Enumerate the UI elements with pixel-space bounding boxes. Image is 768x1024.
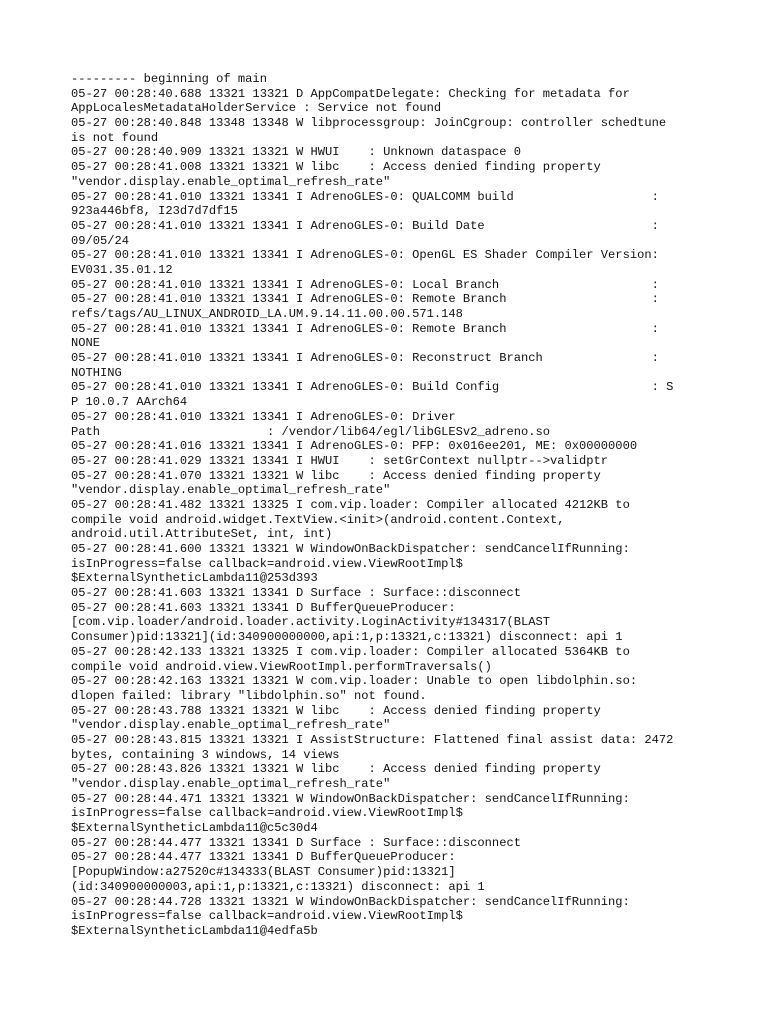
log-line: 05-27 00:28:44.477 13321 13341 D Surface : Surface::disconnect	[71, 835, 521, 850]
log-line: P 10.0.7 AArch64	[71, 395, 188, 410]
log-line: 05-27 00:28:40.688 13321 13321 D AppCompatDelegate: Checking for metadata for	[71, 86, 630, 101]
log-line: $ExternalSyntheticLambda11@253d393	[71, 571, 318, 586]
log-line: 05-27 00:28:41.010 13321 13341 I AdrenoGLES-0: Driver	[71, 409, 456, 424]
log-line: 05-27 00:28:41.010 13321 13341 I AdrenoGLES-0: Build Config : S	[71, 380, 674, 395]
log-line: 05-27 00:28:44.477 13321 13341 D BufferQueueProducer:	[71, 850, 456, 865]
log-line: EV031.35.01.12	[71, 262, 173, 277]
log-line: "vendor.display.enable_optimal_refresh_rate"	[71, 718, 391, 733]
log-line: 05-27 00:28:41.010 13321 13341 I AdrenoGLES-0: Local Branch :	[71, 277, 659, 292]
log-line: 05-27 00:28:41.010 13321 13341 I AdrenoGLES-0: Reconstruct Branch :	[71, 351, 659, 366]
log-line: (id:340900000003,api:1,p:13321,c:13321) disconnect: api 1	[71, 879, 485, 894]
log-line: 05-27 00:28:43.788 13321 13321 W libc : Access denied finding property	[71, 703, 601, 718]
log-line: refs/tags/AU_LINUX_ANDROID_LA.UM.9.14.11.00.00.571.148	[71, 307, 463, 321]
log-line: 05-27 00:28:40.848 13348 13348 W libprocessgroup: JoinCgroup: controller schedtune	[71, 116, 667, 131]
log-line: 05-27 00:28:41.603 13321 13341 D BufferQueueProducer:	[71, 600, 456, 615]
log-line: [com.vip.loader/android.loader.activity.LoginActivity#134317(BLAST	[71, 615, 550, 630]
log-line: 05-27 00:28:42.133 13321 13325 I com.vip.loader: Compiler allocated 5364KB to	[71, 644, 630, 659]
log-line: NONE	[71, 336, 101, 351]
log-line: 05-27 00:28:41.010 13321 13341 I AdrenoGLES-0: Build Date :	[71, 218, 659, 233]
log-line: 923a446bf8, I23d7d7df15	[71, 204, 238, 219]
log-line: 05-27 00:28:41.600 13321 13321 W WindowOnBackDispatcher: sendCancelIfRunning:	[71, 542, 630, 556]
log-line: NOTHING	[71, 365, 122, 380]
log-line: 05-27 00:28:43.826 13321 13321 W libc : Access denied finding property	[71, 762, 601, 777]
log-line: compile void android.view.ViewRootImpl.performTraversals()	[71, 659, 492, 674]
log-line: 05-27 00:28:44.471 13321 13321 W WindowOnBackDispatcher: sendCancelIfRunning:	[71, 791, 630, 806]
log-line: isInProgress=false callback=android.view.ViewRootImpl$	[71, 556, 463, 571]
log-line: 05-27 00:28:41.010 13321 13341 I AdrenoGLES-0: Remote Branch :	[71, 292, 659, 307]
log-output	[71, 72, 711, 939]
log-line: android.util.AttributeSet, int, int)	[71, 527, 333, 542]
log-line: isInProgress=false callback=android.view.ViewRootImpl$	[71, 806, 463, 821]
log-line: 05-27 00:28:41.010 13321 13341 I AdrenoGLES-0: OpenGL ES Shader Compiler Version:	[71, 248, 659, 263]
log-line: "vendor.display.enable_optimal_refresh_rate"	[71, 483, 391, 498]
log-line: 05-27 00:28:41.070 13321 13321 W libc : Access denied finding property	[71, 468, 601, 483]
log-line: 09/05/24	[71, 233, 130, 248]
log-line: "vendor.display.enable_optimal_refresh_rate"	[71, 174, 391, 189]
log-line: AppLocalesMetadataHolderService : Service not found	[71, 101, 442, 116]
log-line: Path : /vendor/lib64/egl/libGLESv2_adreno.so	[71, 424, 550, 439]
log-line: bytes, containing 3 windows, 14 views	[71, 747, 340, 762]
log-line: [PopupWindow:a27520c#134333(BLAST Consumer)pid:13321]	[71, 865, 456, 880]
log-line: dlopen failed: library "libdolphin.so" not found.	[71, 688, 427, 703]
log-line: --------- beginning of main	[71, 72, 267, 86]
log-line: $ExternalSyntheticLambda11@c5c30d4	[71, 821, 318, 836]
log-line: 05-27 00:28:41.010 13321 13341 I AdrenoGLES-0: Remote Branch :	[71, 321, 659, 336]
log-line: 05-27 00:28:41.016 13321 13341 I AdrenoGLES-0: PFP: 0x016ee201, ME: 0x00000000	[71, 439, 638, 454]
log-line: isInProgress=false callback=android.view.ViewRootImpl$	[71, 909, 463, 924]
log-line: is not found	[71, 130, 159, 145]
log-line: "vendor.display.enable_optimal_refresh_rate"	[71, 777, 391, 791]
log-line: 05-27 00:28:41.008 13321 13321 W libc : Access denied finding property	[71, 160, 601, 175]
log-line: 05-27 00:28:44.728 13321 13321 W WindowOnBackDispatcher: sendCancelIfRunning:	[71, 894, 630, 909]
log-line: 05-27 00:28:41.029 13321 13341 I HWUI : setGrContext nullptr-->validptr	[71, 453, 609, 468]
log-line: 05-27 00:28:42.163 13321 13321 W com.vip.loader: Unable to open libdolphin.so:	[71, 674, 638, 689]
log-line: 05-27 00:28:41.482 13321 13325 I com.vip.loader: Compiler allocated 4212KB to	[71, 497, 630, 512]
log-line: compile void android.widget.TextView.<init>(android.content.Context,	[71, 512, 565, 527]
log-line: 05-27 00:28:41.010 13321 13341 I AdrenoGLES-0: QUALCOMM build :	[71, 189, 659, 204]
log-line: 05-27 00:28:41.603 13321 13341 D Surface : Surface::disconnect	[71, 586, 521, 601]
log-line: 05-27 00:28:43.815 13321 13321 I AssistStructure: Flattened final assist data: 2472	[71, 732, 674, 747]
log-line: 05-27 00:28:40.909 13321 13321 W HWUI : Unknown dataspace 0	[71, 145, 521, 160]
log-line: $ExternalSyntheticLambda11@4edfa5b	[71, 923, 318, 938]
log-line: Consumer)pid:13321](id:340900000000,api:1,p:13321,c:13321) disconnect: api 1	[71, 630, 623, 645]
